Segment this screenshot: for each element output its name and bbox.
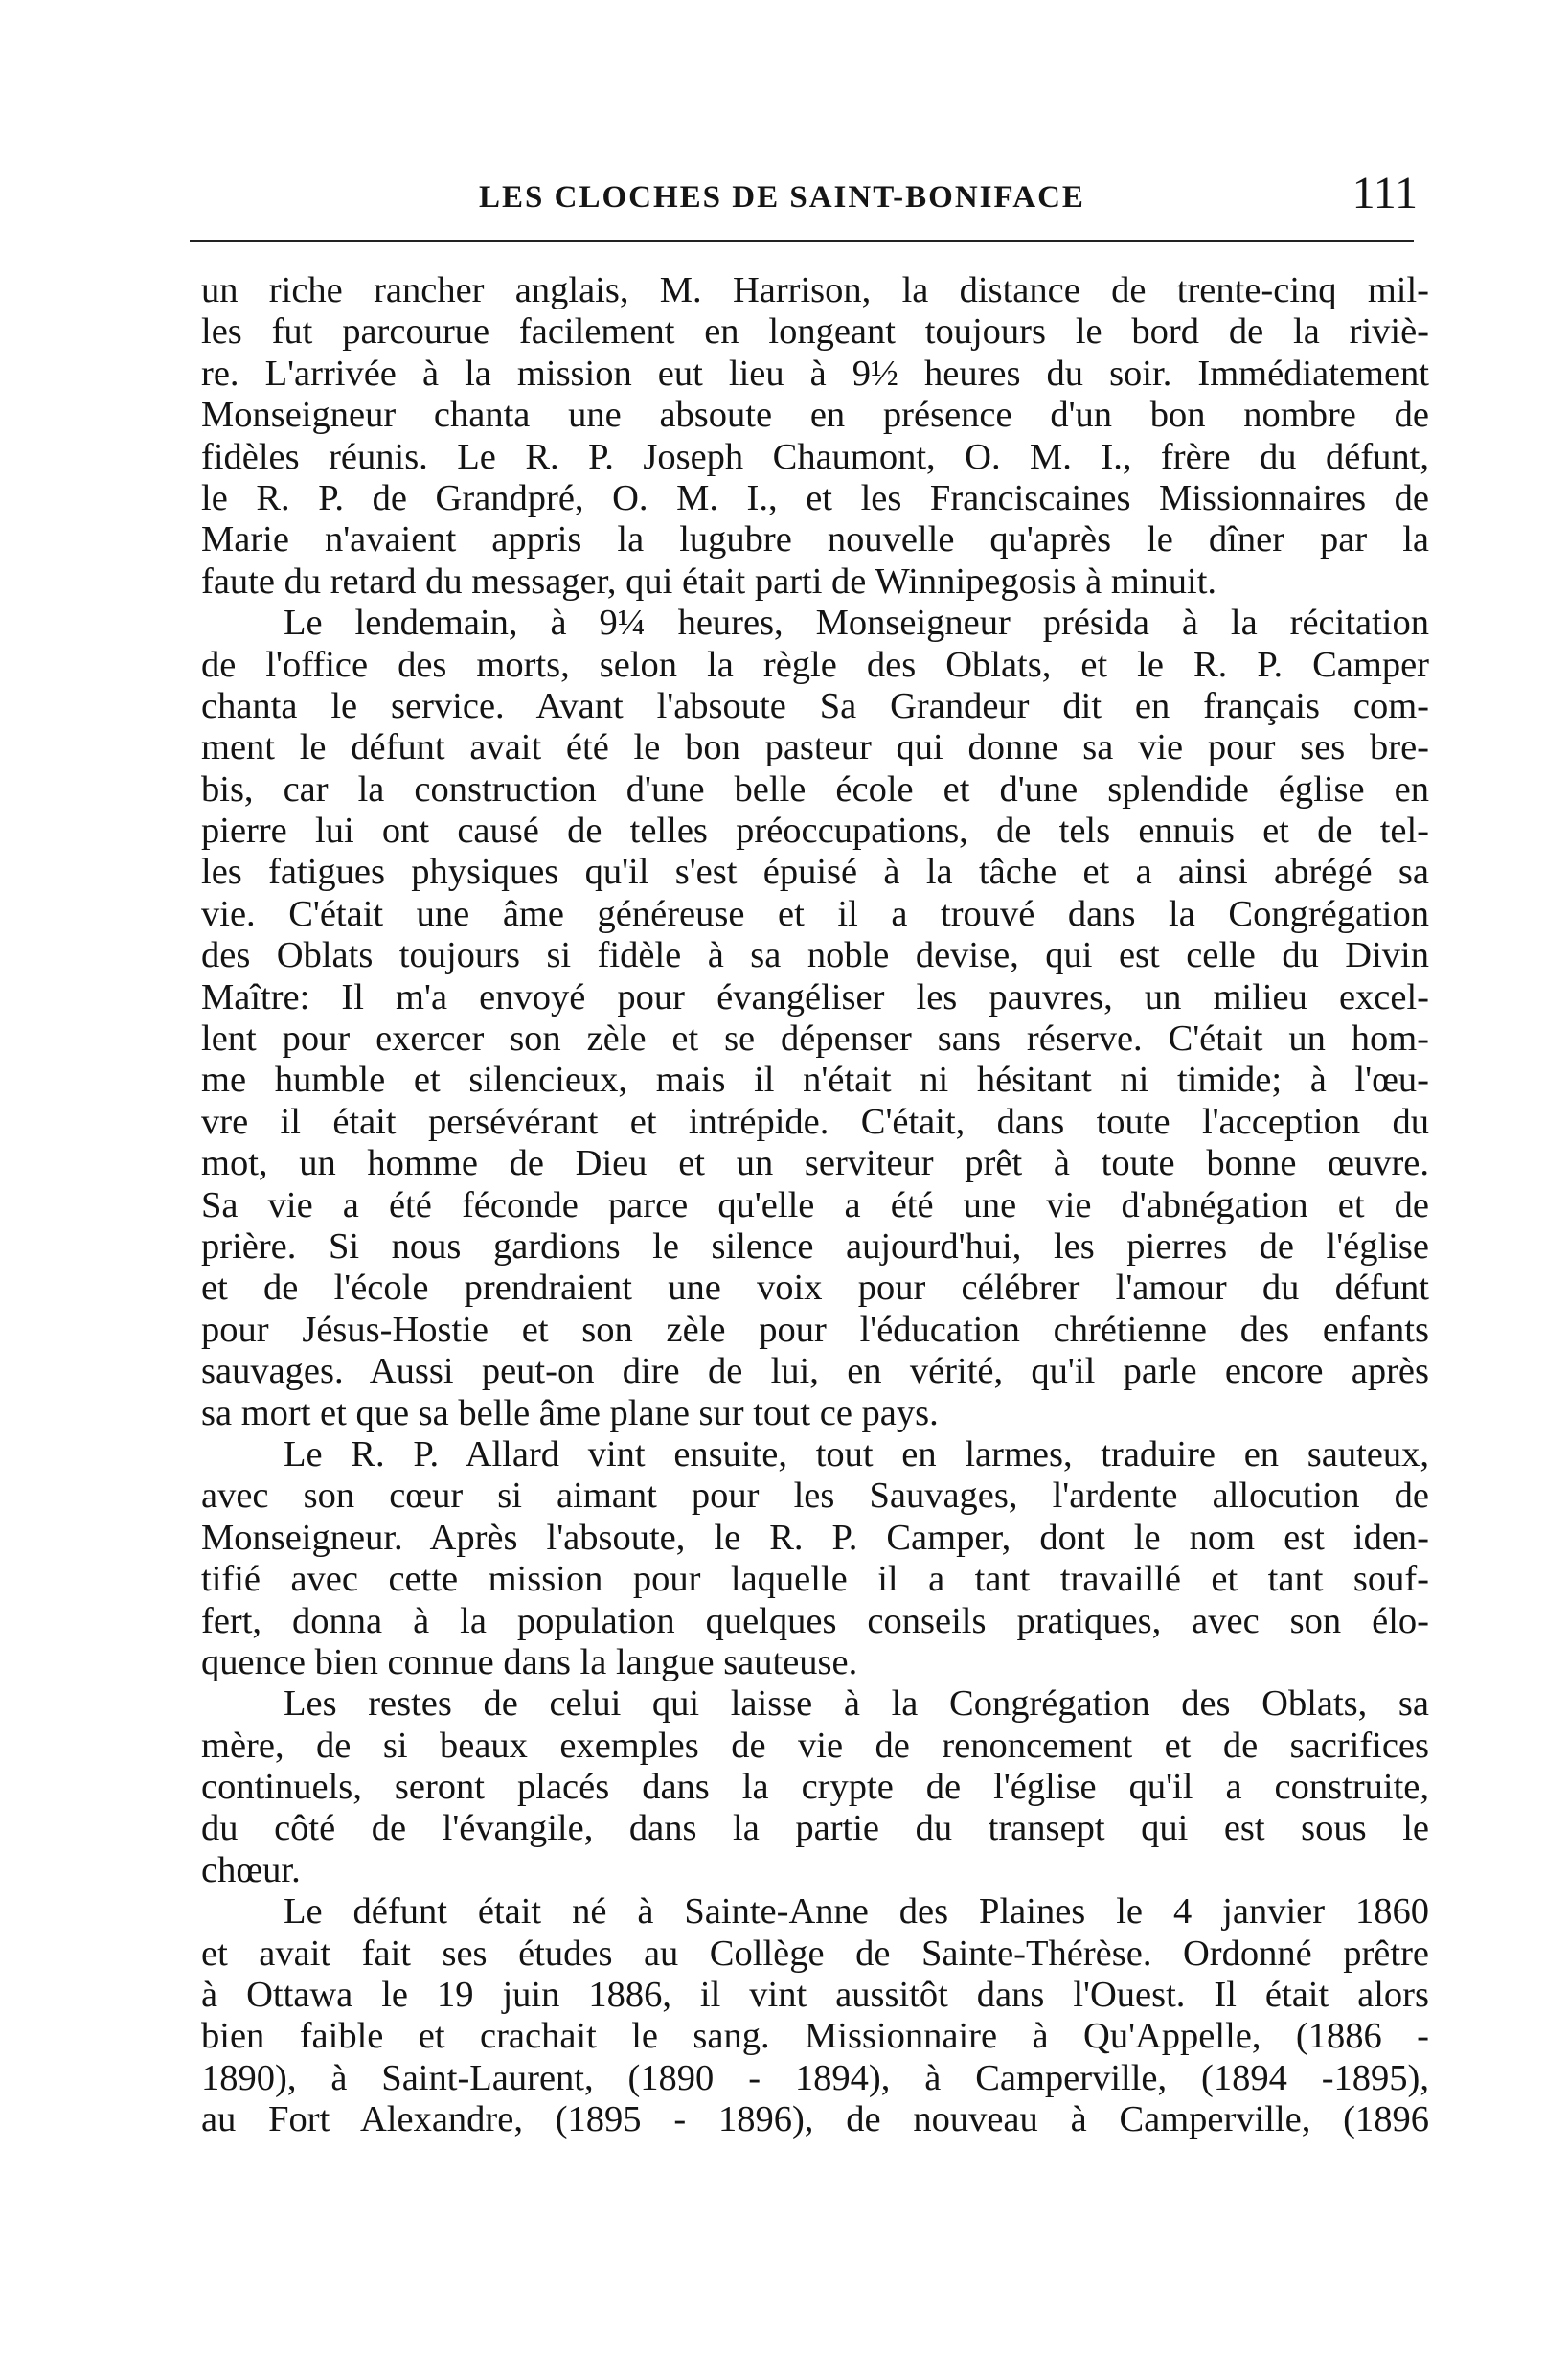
text-line: Monseigneur. Après l'absoute, le R. P. Camper, dont le nom est iden-: [201, 1517, 1429, 1558]
text-line: fert, donna à la population quelques conseils pratiques, avec son élo-: [201, 1600, 1429, 1641]
running-title: LES CLOCHES DE SAINT-BONIFACE: [479, 180, 1085, 215]
text-line: mère, de si beaux exemples de vie de renoncement et de sacrifices: [201, 1725, 1429, 1766]
text-line: Le R. P. Allard vint ensuite, tout en larmes, traduire en sauteux,: [284, 1433, 1429, 1475]
text-line: au Fort Alexandre, (1895 - 1896), de nouveau à Camperville, (1896: [201, 2099, 1429, 2140]
text-line: fidèles réunis. Le R. P. Joseph Chaumont, O. M. I., frère du défunt,: [201, 436, 1429, 477]
text-line: Le lendemain, à 9¼ heures, Monseigneur présida à la récitation: [284, 603, 1429, 644]
text-line: bien faible et crachait le sang. Missionnaire à Qu'Appelle, (1886 -: [201, 2016, 1429, 2057]
text-line: chanta le service. Avant l'absoute Sa Grandeur dit en français com-: [201, 685, 1429, 726]
text-line: Maître: Il m'a envoyé pour évangéliser les pauvres, un milieu excel-: [201, 976, 1429, 1018]
text-line: chœur.: [201, 1849, 301, 1890]
text-line: un riche rancher anglais, M. Harrison, la distance de trente-cinq mil-: [201, 270, 1429, 310]
body-text: [201, 270, 1429, 2141]
text-line: les fatigues physiques qu'il s'est épuisé à la tâche et a ainsi abrégé sa: [201, 852, 1429, 893]
running-head: [201, 163, 1418, 230]
text-line: des Oblats toujours si fidèle à sa noble devise, qui est celle du Divin: [201, 935, 1429, 976]
text-line: le R. P. de Grandpré, O. M. I., et les Franciscaines Missionnaires de: [201, 477, 1429, 518]
text-line: 1890), à Saint-Laurent, (1890 - 1894), à Camperville, (1894 -1895),: [201, 2057, 1429, 2098]
text-line: prière. Si nous gardions le silence aujourd'hui, les pierres de l'église: [201, 1225, 1429, 1267]
text-line: les fut parcourue facilement en longeant toujours le bord de la riviè-: [201, 311, 1429, 353]
text-line: pour Jésus-Hostie et son zèle pour l'éducation chrétienne des enfants: [201, 1309, 1429, 1350]
text-line: pierre lui ont causé de telles préoccupations, de tels ennuis et de tel-: [201, 811, 1429, 852]
text-line: vre il était persévérant et intrépide. C'était, dans toute l'acception du: [201, 1101, 1429, 1142]
text-line: re. L'arrivée à la mission eut lieu à 9½ heures du soir. Immédiatement: [201, 353, 1429, 394]
text-line: Le défunt était né à Sainte-Anne des Plaines le 4 janvier 1860: [284, 1891, 1429, 1933]
text-line: Les restes de celui qui laisse à la Congrégation des Oblats, sa: [284, 1683, 1429, 1725]
text-line: ment le défunt avait été le bon pasteur qui donne sa vie pour ses bre-: [201, 727, 1429, 768]
text-line: de l'office des morts, selon la règle des Oblats, et le R. P. Camper: [201, 644, 1429, 685]
header-rule: [190, 240, 1414, 242]
text-line: bis, car la construction d'une belle école et d'une splendide église en: [201, 768, 1429, 810]
text-line: Sa vie a été féconde parce qu'elle a été une vie d'abnégation et de: [201, 1184, 1429, 1225]
text-line: continuels, seront placés dans la crypte de l'église qu'il a construite,: [201, 1767, 1429, 1808]
text-line: à Ottawa le 19 juin 1886, il vint aussitôt dans l'Ouest. Il était alors: [201, 1975, 1429, 2016]
text-line: quence bien connue dans la langue sauteuse.: [201, 1641, 858, 1682]
text-line: Marie n'avaient appris la lugubre nouvelle qu'après le dîner par la: [201, 519, 1429, 560]
text-line: vie. C'était une âme généreuse et il a trouvé dans la Congrégation: [201, 893, 1429, 934]
text-line: lent pour exercer son zèle et se dépenser sans réserve. C'était un hom-: [201, 1018, 1429, 1060]
text-line: mot, un homme de Dieu et un serviteur prêt à toute bonne œuvre.: [201, 1143, 1429, 1184]
text-line: et de l'école prendraient une voix pour célébrer l'amour du défunt: [201, 1268, 1429, 1309]
page-number: 111: [1352, 168, 1418, 218]
text-line: et avait fait ses études au Collège de Sainte-Thérèse. Ordonné prêtre: [201, 1933, 1429, 1974]
text-line: Monseigneur chanta une absoute en présence d'un bon nombre de: [201, 395, 1429, 436]
text-line: sa mort et que sa belle âme plane sur tout ce pays.: [201, 1392, 939, 1433]
text-line: me humble et silencieux, mais il n'était ni hésitant ni timide; à l'œu-: [201, 1060, 1429, 1101]
text-line: tifié avec cette mission pour laquelle il a tant travaillé et tant souf-: [201, 1559, 1429, 1600]
text-line: faute du retard du messager, qui était parti de Winnipegosis à minuit.: [201, 560, 1217, 602]
text-line: avec son cœur si aimant pour les Sauvages, l'ardente allocution de: [201, 1475, 1429, 1517]
text-line: du côté de l'évangile, dans la partie du transept qui est sous le: [201, 1808, 1429, 1849]
text-line: sauvages. Aussi peut-on dire de lui, en vérité, qu'il parle encore après: [201, 1351, 1429, 1392]
